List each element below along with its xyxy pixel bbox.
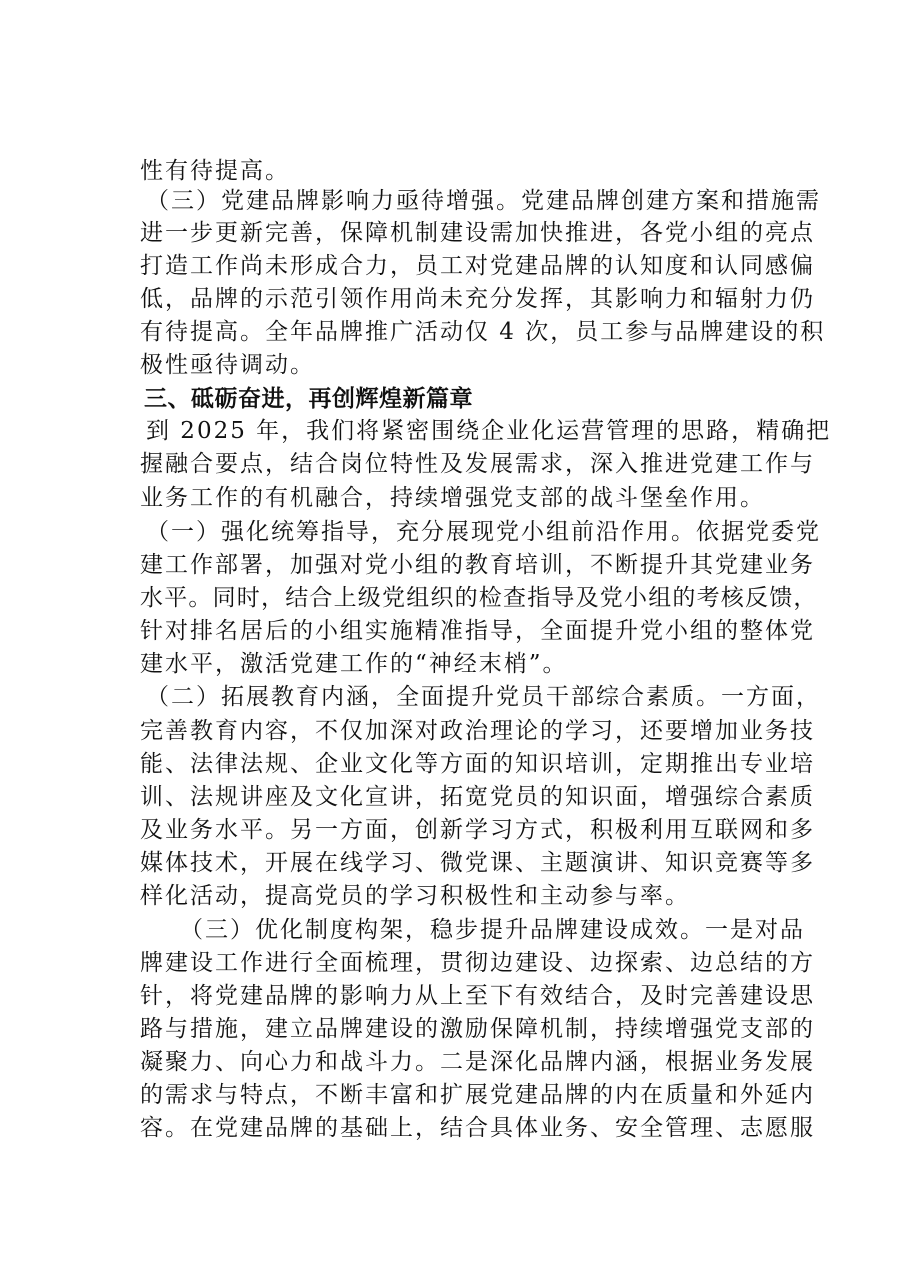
paragraph-line: 握融合要点，结合岗位特性及发展需求，深入推进党建工作与 [140,451,815,477]
paragraph-line: 完善教育内容，不仅加深对政治理论的学习，还要增加业务技 [140,718,815,744]
paragraph-line: 容。在党建品牌的基础上，结合具体业务、安全管理、志愿服 [140,1115,815,1141]
paragraph-line: 针对排名居后的小组实施精准指导，全面提升党小组的整体党 [140,618,815,644]
paragraph-line: （三）优化制度构架，稳步提升品牌建设成效。一是对品 [180,917,805,943]
paragraph-line: 性有待提高。 [140,158,290,184]
paragraph-line: 极性亟待调动。 [140,352,315,378]
paragraph-line: 凝聚力、向心力和战斗力。二是深化品牌内涵，根据业务发展 [140,1049,815,1075]
paragraph-line: 针，将党建品牌的影响力从上至下有效结合，及时完善建设思 [140,983,815,1009]
paragraph-line: 媒体技术，开展在线学习、微党课、主题演讲、知识竞赛等多 [140,850,815,876]
paragraph-line: 及业务水平。另一方面，创新学习方式，积极利用互联网和多 [140,817,815,843]
paragraph-line: 打造工作尚未形成合力，员工对党建品牌的认知度和认同感偏 [140,253,815,279]
paragraph-line: 建水平，激活党建工作的“神经末梢”。 [140,651,568,677]
section-heading: 三、砥砺奋进，再创辉煌新篇章 [144,386,473,412]
paragraph-line: 的需求与特点，不断丰富和扩展党建品牌的内在质量和外延内 [140,1082,815,1108]
paragraph-line: 能、法律法规、企业文化等方面的知识培训，定期推出专业培 [140,751,815,777]
paragraph-line: 牌建设工作进行全面梳理，贯彻边建设、边探索、边总结的方 [140,950,815,976]
paragraph-line: （二）拓展教育内涵，全面提升党员干部综合素质。一方面， [146,684,821,710]
paragraph-line: 有待提高。全年品牌推广活动仅 4 次，员工参与品牌建设的积 [140,319,826,345]
paragraph-line: 训、法规讲座及文化宣讲，拓宽党员的知识面，增强综合素质 [140,784,815,810]
paragraph-line: 水平。同时，结合上级党组织的检查指导及党小组的考核反馈， [140,585,818,611]
paragraph-line: 低，品牌的示范引领作用尚未充分发挥，其影响力和辐射力仍 [140,286,815,312]
paragraph-line: （三）党建品牌影响力亟待增强。党建品牌创建方案和措施需 [146,188,821,214]
paragraph-line: 进一步更新完善，保障机制建设需加快推进，各党小组的亮点 [140,220,815,246]
paragraph-line: 建工作部署，加强对党小组的教育培训，不断提升其党建业务 [140,552,815,578]
paragraph-line: 样化活动，提高党员的学习积极性和主动参与率。 [140,883,690,909]
paragraph-line: 到 2025 年，我们将紧密围绕企业化运营管理的思路，精确把 [146,418,832,444]
paragraph-line: （一）强化统筹指导，充分展现党小组前沿作用。依据党委党 [146,519,821,545]
paragraph-line: 路与措施，建立品牌建设的激励保障机制，持续增强党支部的 [140,1016,815,1042]
paragraph-line: 业务工作的有机融合，持续增强党支部的战斗堡垒作用。 [140,485,765,511]
